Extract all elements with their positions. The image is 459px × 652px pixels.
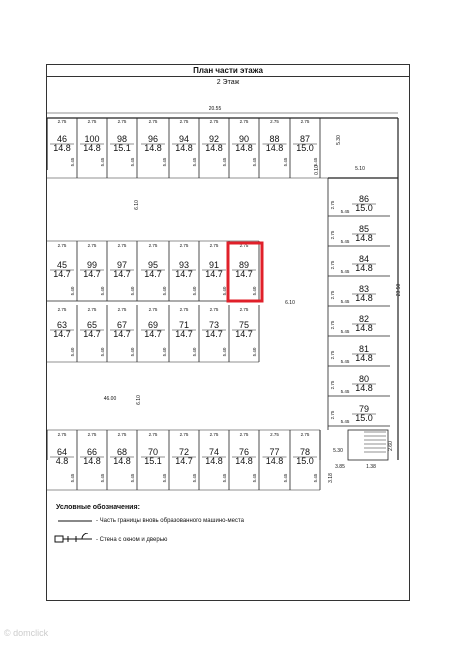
watermark: © domclick	[4, 628, 49, 638]
plan-title: План части этажа	[47, 65, 409, 77]
space-area-71: 14.7	[175, 329, 193, 339]
space-area-76: 14.8	[235, 456, 253, 466]
space-number-78: 78	[299, 447, 311, 457]
depth-dim: 5.45	[192, 157, 197, 167]
depth-dim: 5.45	[283, 157, 288, 167]
space-number-81: 81	[358, 344, 370, 354]
depth-dim: 5.45	[162, 473, 167, 483]
depth-dim: 5.45	[252, 473, 257, 483]
dim-385: 3.85	[335, 464, 345, 470]
space-area-68: 14.8	[113, 456, 131, 466]
space-number-69: 69	[147, 320, 159, 330]
width-dim: 2.75	[209, 307, 219, 312]
space-area-97: 14.7	[113, 269, 131, 279]
dim-260: 2.60	[388, 441, 394, 451]
width-dim: 2.75	[300, 432, 310, 437]
depth-dim: 5.45	[340, 329, 350, 334]
space-area-96: 14.8	[144, 143, 162, 153]
space-area-92: 14.8	[205, 143, 223, 153]
dim-010: 0.10	[314, 165, 320, 175]
space-number-98: 98	[116, 134, 128, 144]
depth-dim: 5.45	[252, 157, 257, 167]
depth-dim: 5.45	[340, 389, 350, 394]
space-number-92: 92	[208, 134, 220, 144]
width-dim: 2.75	[239, 119, 249, 124]
dim-overall: 20.55	[208, 106, 222, 112]
depth-dim: 5.45	[340, 269, 350, 274]
width-dim: 2.75	[57, 119, 67, 124]
depth-dim: 5.40	[130, 286, 135, 296]
depth-dim: 5.40	[222, 286, 227, 296]
space-number-88: 88	[269, 134, 280, 144]
width-dim: 2.75	[330, 350, 335, 360]
space-area-78: 15.0	[296, 456, 314, 466]
space-number-95: 95	[147, 260, 159, 270]
space-area-90: 14.8	[235, 143, 253, 153]
width-dim: 2.75	[330, 260, 335, 270]
space-number-96: 96	[147, 134, 159, 144]
width-dim: 2.75	[87, 432, 97, 437]
depth-dim: 5.40	[70, 286, 75, 296]
space-number-99: 99	[86, 260, 98, 270]
depth-dim: 5.45	[70, 473, 75, 483]
width-dim: 2.75	[330, 290, 335, 300]
width-dim: 2.75	[179, 243, 189, 248]
width-dim: 2.75	[209, 432, 219, 437]
space-number-70: 70	[147, 447, 159, 457]
space-number-77: 77	[269, 447, 280, 457]
space-area-66: 14.8	[83, 456, 101, 466]
space-number-82: 82	[358, 314, 370, 324]
width-dim: 2.75	[179, 119, 189, 124]
width-dim: 2.75	[57, 432, 67, 437]
space-area-70: 15.1	[144, 456, 162, 466]
space-area-79: 15.0	[355, 413, 373, 423]
depth-dim: 5.45	[222, 157, 227, 167]
space-number-75: 75	[238, 320, 250, 330]
space-area-94: 14.8	[175, 143, 193, 153]
width-dim: 2.75	[57, 243, 67, 248]
depth-dim: 5.45	[283, 473, 288, 483]
depth-dim: 5.40	[162, 347, 167, 357]
space-area-73: 14.7	[205, 329, 223, 339]
space-area-77: 14.8	[265, 456, 284, 466]
space-area-95: 14.7	[144, 269, 162, 279]
space-number-72: 72	[178, 447, 190, 457]
dim-530: 5.30	[333, 448, 343, 454]
width-dim: 2.75	[330, 320, 335, 330]
space-number-65: 65	[86, 320, 98, 330]
depth-dim: 5.40	[130, 347, 135, 357]
width-dim: 2.75	[330, 230, 335, 240]
space-number-63: 63	[56, 320, 68, 330]
space-number-66: 66	[86, 447, 98, 457]
dim-530: 5.30	[336, 135, 342, 145]
depth-dim: 5.40	[70, 347, 75, 357]
width-dim: 2.75	[330, 380, 335, 390]
space-area-85: 14.8	[355, 233, 373, 243]
width-dim: 2.75	[148, 432, 158, 437]
depth-dim: 5.45	[100, 157, 105, 167]
depth-dim: 5.45	[192, 473, 197, 483]
space-area-89: 14.7	[235, 269, 253, 279]
space-area-75: 14.7	[235, 329, 253, 339]
space-area-93: 14.7	[175, 269, 193, 279]
depth-dim: 5.40	[252, 286, 257, 296]
width-dim: 2.75	[179, 432, 189, 437]
width-dim: 2.75	[239, 432, 249, 437]
width-dim: 2.75	[117, 432, 127, 437]
depth-dim: 5.45	[340, 359, 350, 364]
space-area-69: 14.7	[144, 329, 162, 339]
space-number-80: 80	[358, 374, 370, 384]
dim-318: 3.18	[328, 473, 334, 483]
space-number-46: 46	[56, 134, 68, 144]
width-dim: 2.75	[270, 432, 279, 437]
floor-label: 2 Этаж	[216, 79, 240, 86]
space-number-86: 86	[358, 194, 370, 204]
depth-dim: 5.45	[313, 473, 318, 483]
dim-138: 1.38	[366, 464, 376, 470]
space-area-99: 14.7	[83, 269, 101, 279]
depth-dim: 5.40	[192, 347, 197, 357]
width-dim: 2.75	[87, 243, 97, 248]
depth-dim: 5.45	[130, 157, 135, 167]
space-number-64: 64	[56, 447, 68, 457]
width-dim: 2.75	[209, 243, 219, 248]
width-dim: 2.75	[148, 243, 158, 248]
width-dim: 2.75	[179, 307, 189, 312]
width-dim: 2.75	[117, 119, 127, 124]
width-dim: 2.75	[270, 119, 279, 124]
space-area-64: 4.8	[55, 456, 69, 466]
space-number-73: 73	[208, 320, 220, 330]
space-area-72: 14.7	[175, 456, 193, 466]
width-dim: 2.75	[209, 119, 219, 124]
width-dim: 2.75	[330, 410, 335, 420]
width-dim: 2.75	[87, 119, 97, 124]
wall-window-door-icon	[54, 533, 94, 545]
boundary-line-icon	[58, 519, 92, 523]
space-area-87: 15.0	[296, 143, 314, 153]
space-number-83: 83	[358, 284, 370, 294]
width-dim: 2.75	[57, 307, 67, 312]
legend-wall: - Стена с окном и дверью	[96, 537, 168, 543]
width-dim: 2.75	[330, 200, 335, 210]
depth-dim: 5.45	[313, 157, 318, 167]
depth-dim: 5.40	[222, 347, 227, 357]
space-area-46: 14.8	[53, 143, 71, 153]
space-number-100: 100	[84, 134, 100, 144]
depth-dim: 5.45	[70, 157, 75, 167]
space-area-63: 14.7	[53, 329, 71, 339]
depth-dim: 5.45	[340, 299, 350, 304]
space-area-100: 14.8	[83, 143, 101, 153]
space-number-74: 74	[208, 447, 220, 457]
space-number-71: 71	[178, 320, 190, 330]
dim-510: 5.10	[355, 166, 365, 172]
width-dim: 2.75	[117, 307, 127, 312]
dim-4600: 46.00	[103, 396, 117, 402]
depth-dim: 5.40	[252, 347, 257, 357]
depth-dim: 5.40	[192, 286, 197, 296]
depth-dim: 5.45	[340, 419, 350, 424]
space-number-97: 97	[116, 260, 128, 270]
depth-dim: 5.45	[130, 473, 135, 483]
depth-dim: 5.45	[340, 239, 350, 244]
space-area-88: 14.8	[265, 143, 284, 153]
space-number-89: 89	[238, 260, 250, 270]
depth-dim: 5.45	[340, 209, 350, 214]
depth-dim: 5.40	[100, 347, 105, 357]
depth-dim: 5.45	[100, 473, 105, 483]
width-dim: 2.75	[87, 307, 97, 312]
space-area-82: 14.8	[355, 323, 373, 333]
width-dim: 2.75	[148, 119, 158, 124]
dim-2350: 23.50	[396, 283, 402, 297]
space-number-87: 87	[299, 134, 311, 144]
stair-block	[348, 430, 388, 460]
space-area-67: 14.7	[113, 329, 131, 339]
space-area-83: 14.8	[355, 293, 373, 303]
width-dim: 2.75	[239, 243, 249, 248]
space-number-93: 93	[178, 260, 190, 270]
depth-dim: 5.45	[162, 157, 167, 167]
space-area-86: 15.0	[355, 203, 373, 213]
width-dim: 2.75	[239, 307, 249, 312]
space-number-68: 68	[116, 447, 128, 457]
dim-610: 6.10	[285, 300, 295, 306]
dim-610: 6.10	[136, 395, 142, 405]
depth-dim: 5.45	[222, 473, 227, 483]
space-area-91: 14.7	[205, 269, 223, 279]
dim-610: 6.10	[134, 200, 140, 210]
depth-dim: 5.40	[162, 286, 167, 296]
space-area-65: 14.7	[83, 329, 101, 339]
space-number-84: 84	[358, 254, 370, 264]
space-number-45: 45	[56, 260, 68, 270]
space-number-79: 79	[358, 404, 370, 414]
space-area-74: 14.8	[205, 456, 223, 466]
legend-boundary: - Часть границы вновь образованного машино-места	[96, 518, 244, 524]
depth-dim: 5.40	[100, 286, 105, 296]
legend-title: Условные обозначения:	[56, 504, 140, 511]
width-dim: 2.75	[148, 307, 158, 312]
space-number-94: 94	[178, 134, 190, 144]
space-number-85: 85	[358, 224, 370, 234]
space-area-81: 14.8	[355, 353, 373, 363]
space-area-80: 14.8	[355, 383, 373, 393]
space-area-84: 14.8	[355, 263, 373, 273]
space-number-91: 91	[208, 260, 220, 270]
width-dim: 2.75	[117, 243, 127, 248]
space-number-67: 67	[116, 320, 128, 330]
space-area-45: 14.7	[53, 269, 71, 279]
width-dim: 2.75	[300, 119, 310, 124]
space-number-76: 76	[238, 447, 250, 457]
space-number-90: 90	[238, 134, 250, 144]
space-area-98: 15.1	[113, 143, 131, 153]
